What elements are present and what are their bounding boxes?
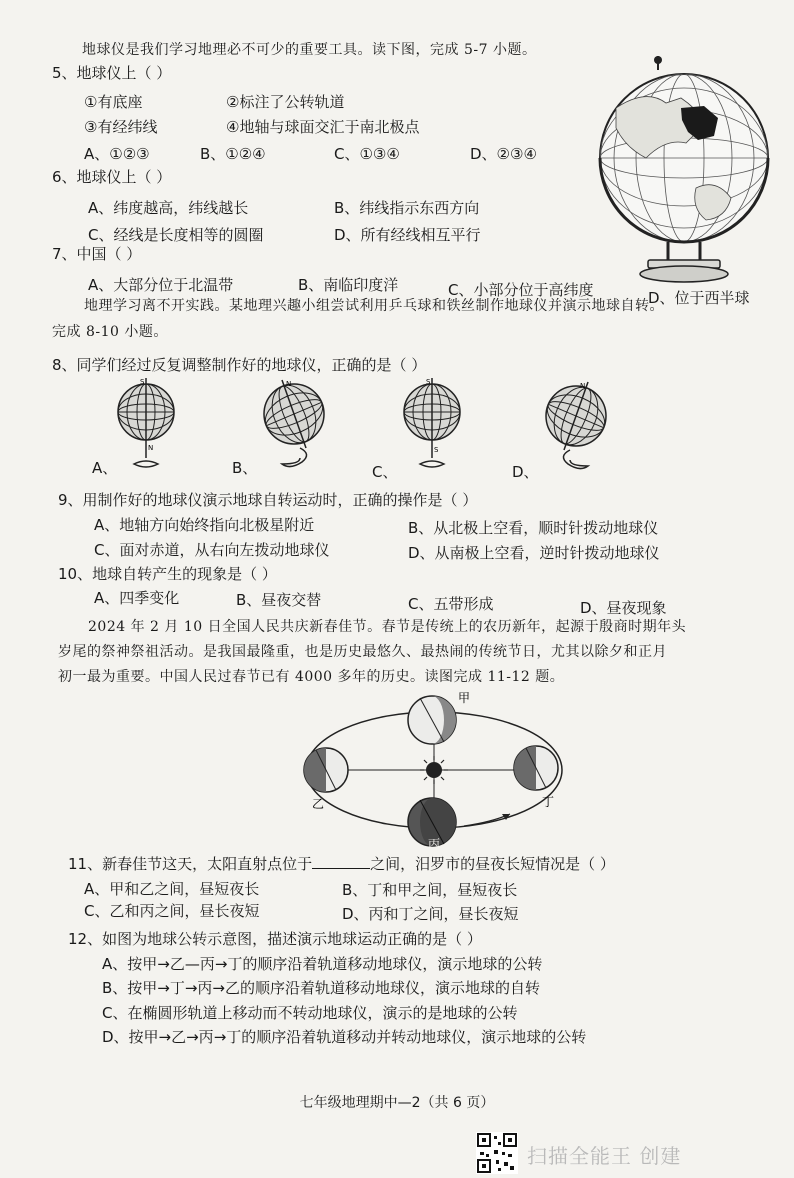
q5-stem: 5、地球仪上（ ） <box>52 64 172 82</box>
q8-globe-c <box>396 378 468 480</box>
q7-option-d: D、位于西半球 <box>648 289 750 307</box>
page-footer: 七年级地理期中—2（共 6 页） <box>299 1095 495 1111</box>
q6-option-c: C、经线是长度相等的圆圈 <box>88 226 264 244</box>
q8-option-c: C、 <box>372 463 398 481</box>
intro-11-12-line1: 2024 年 2 月 10 日全国人民共庆新春佳节。春节是传统上的农历新年，起源于殷商时期年头 <box>88 619 687 635</box>
q5-option-c: C、①③④ <box>334 145 400 163</box>
q11-option-a: A、甲和乙之间，昼短夜长 <box>84 880 260 898</box>
intro-11-12-line3: 初一最为重要。中国人民过春节已有 4000 多年的历史。读图完成 11-12 题。 <box>58 669 565 685</box>
q10-option-b: B、昼夜交替 <box>236 591 322 609</box>
intro-11-12-line2: 岁尾的祭神祭祖活动。是我国最隆重，也是历史最悠久、最热闹的传统节日，尤其以除夕和正月 <box>58 644 667 660</box>
pole-label: N <box>148 444 154 452</box>
q10-option-a: A、四季变化 <box>94 589 180 607</box>
pole-label: S <box>140 378 145 386</box>
earth-position-jia <box>408 696 456 744</box>
q12-stem: 12、如图为地球公转示意图，描述演示地球运动正确的是（ ） <box>68 930 482 948</box>
q8-globe-b <box>256 378 334 480</box>
earth-position-ding <box>514 746 558 790</box>
pole-label: N <box>286 380 292 388</box>
q12-option-d: D、按甲→乙→丙→丁的顺序沿着轨道移动并转动地球仪，演示地球的公转 <box>102 1028 587 1046</box>
q5-statement-3: ③有经纬线 <box>84 118 158 136</box>
q12-option-c: C、在椭圆形轨道上移动而不转动地球仪，演示的是地球的公转 <box>102 1004 518 1022</box>
q8-option-d: D、 <box>512 463 539 481</box>
q7-option-a: A、大部分位于北温带 <box>88 276 234 294</box>
label-jia: 甲 <box>458 691 471 705</box>
earth-position-yi <box>304 748 348 792</box>
scanner-watermark: 扫描全能王 创建 <box>527 1144 682 1168</box>
q9-option-b: B、从北极上空看，顺时针拨动地球仪 <box>408 519 659 537</box>
q8-stem: 8、同学们经过反复调整制作好的地球仪，正确的是（ ） <box>52 356 427 374</box>
label-bing: 丙 <box>428 837 441 850</box>
q12-option-b: B、按甲→丁→丙→乙的顺序沿着轨道移动地球仪，演示地球的自转 <box>102 979 540 997</box>
q7-option-b: B、南临印度洋 <box>298 276 399 294</box>
pole-label: N <box>580 382 586 390</box>
q9-option-d: D、从南极上空看，逆时针拨动地球仪 <box>408 544 660 562</box>
q10-option-c: C、五带形成 <box>408 595 494 613</box>
q11-stem-pre: 11、新春佳节这天，太阳直射点位于 <box>68 855 313 873</box>
q11-option-b: B、丁和甲之间，昼短夜长 <box>342 881 518 899</box>
q8-option-b: B、 <box>232 459 258 477</box>
q5-statement-1: ①有底座 <box>84 93 143 111</box>
q11-stem-post: 之间，汨罗市的昼夜长短情况是（ ） <box>370 855 615 873</box>
q6-stem: 6、地球仪上（ ） <box>52 168 172 186</box>
q5-option-b: B、①②④ <box>200 145 266 163</box>
label-yi: 乙 <box>312 797 325 811</box>
qr-code-icon <box>476 1132 518 1174</box>
q10-stem: 10、地球自转产生的现象是（ ） <box>58 565 277 583</box>
label-ding: 丁 <box>542 795 555 809</box>
pole-label: S <box>434 446 439 454</box>
q6-option-a: A、纬度越高，纬线越长 <box>88 199 249 217</box>
intro-5-7: 地球仪是我们学习地理必不可少的重要工具。读下图，完成 5-7 小题。 <box>82 42 537 58</box>
q5-option-a: A、①②③ <box>84 145 150 163</box>
q9-stem: 9、用制作好的地球仪演示地球自转运动时，正确的操作是（ ） <box>58 491 478 509</box>
q7-option-c: C、小部分位于高纬度 <box>448 281 594 299</box>
globe-figure <box>586 48 782 286</box>
intro-8-10-line1: 地理学习离不开实践。某地理兴趣小组尝试利用乒乓球和铁丝制作地球仪并演示地球自转。 <box>84 298 664 314</box>
q6-option-d: D、所有经线相互平行 <box>334 226 481 244</box>
q7-stem: 7、中国（ ） <box>52 245 142 263</box>
sun-icon <box>426 762 442 778</box>
q10-option-d: D、昼夜现象 <box>580 599 667 617</box>
q8-globe-a <box>110 378 182 480</box>
q11-answer-blank <box>312 855 370 869</box>
q11-option-d: D、丙和丁之间，昼长夜短 <box>342 905 519 923</box>
orbit-diagram <box>292 690 582 850</box>
q9-option-c: C、面对赤道，从右向左拨动地球仪 <box>94 541 330 559</box>
q12-option-a: A、按甲→乙—丙→丁的顺序沿着轨道移动地球仪，演示地球的公转 <box>102 955 543 973</box>
q5-statement-4: ④地轴与球面交汇于南北极点 <box>226 118 420 136</box>
intro-8-10-line2: 完成 8-10 小题。 <box>52 324 168 340</box>
q5-option-d: D、②③④ <box>470 145 537 163</box>
q8-globe-d <box>536 380 616 482</box>
q9-option-a: A、地轴方向始终指向北极星附近 <box>94 516 315 534</box>
q8-option-a: A、 <box>92 459 118 477</box>
q6-option-b: B、纬线指示东西方向 <box>334 199 480 217</box>
q5-statement-2: ②标注了公转轨道 <box>226 93 345 111</box>
q11-stem <box>68 854 615 874</box>
q11-option-c: C、乙和丙之间，昼长夜短 <box>84 902 260 920</box>
pole-label: S <box>426 378 431 386</box>
